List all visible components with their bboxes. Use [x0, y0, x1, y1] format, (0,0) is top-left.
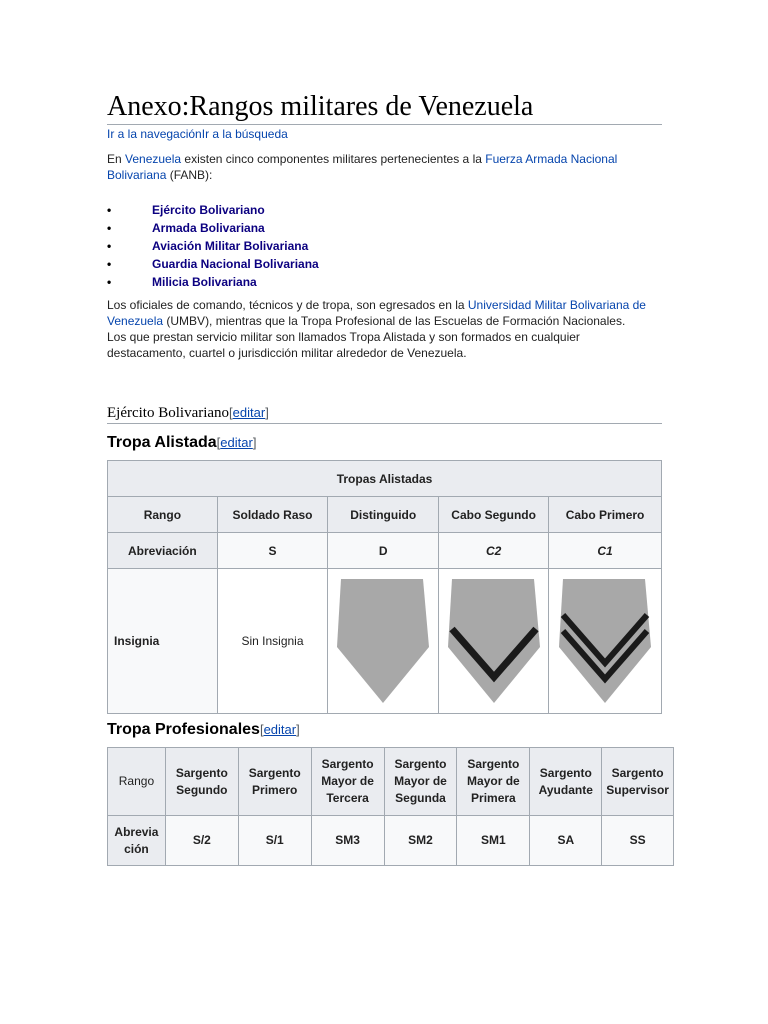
insignia-distinguido-cell: [328, 569, 439, 714]
force-link-armada[interactable]: Armada Bolivariana: [152, 221, 265, 235]
rank-cabo-segundo: Cabo Segundo: [439, 497, 549, 533]
intro-text-2: existen cinco componentes militares pertenecientes a la: [181, 152, 486, 166]
umbv-link[interactable]: Universidad Militar Bolivariana de Venezuela: [107, 298, 646, 328]
intro-text-1: En: [107, 152, 126, 166]
para2-text-2: (UMBV), mientras que la Tropa Profesional de las Escuelas de Formación Nacionales. Los que prestan servicio militar son llamados Tropa Alistada y son formados en cualquier destacamento, cuartel o jurisdicción militar alrededor de Venezuela.: [107, 314, 626, 360]
no-insignia-cell: Sin Insignia: [217, 569, 328, 714]
heading-tropa-alistada-text: Tropa Alistada: [107, 434, 217, 451]
rank-cell: Sargento Ayudante: [530, 748, 602, 816]
rank-cell: Sargento Mayor de Primera: [457, 748, 530, 816]
heading-tropa-alistada: [107, 433, 256, 453]
abbr-header: Abreviación: [108, 533, 218, 569]
force-link-ejercito[interactable]: Ejército Bolivariano: [152, 203, 265, 217]
rank-distinguido: Distinguido: [328, 497, 439, 533]
force-item-guardia[interactable]: [107, 255, 319, 273]
force-item-milicia[interactable]: [107, 273, 319, 291]
jump-to-navigation-link[interactable]: Ir a la navegación: [107, 127, 202, 141]
abbr-cell: SM1: [457, 816, 530, 866]
intro-paragraph: [107, 151, 647, 183]
rank-header: Rango: [108, 497, 218, 533]
abbr-cell: SM3: [311, 816, 384, 866]
rank-soldado-raso: Soldado Raso: [217, 497, 328, 533]
heading-tropa-profesionales-text: Tropa Profesionales: [107, 721, 260, 738]
force-item-ejercito[interactable]: [107, 201, 319, 219]
jump-links: [107, 127, 288, 141]
insignia-cabo-segundo-cell: [439, 569, 549, 714]
force-link-guardia[interactable]: Guardia Nacional Bolivariana: [152, 257, 319, 271]
force-link-milicia[interactable]: Milicia Bolivariana: [152, 275, 257, 289]
abbr-cell: S: [217, 533, 328, 569]
venezuela-link[interactable]: Venezuela: [125, 152, 182, 166]
edit-bracket-open: [: [216, 435, 221, 450]
edit-bracket-close: ]: [265, 405, 269, 420]
academy-paragraph: [107, 297, 647, 361]
rank-cell: Sargento Mayor de Segunda: [384, 748, 457, 816]
page-title: Anexo:Rangos militares de Venezuela: [107, 90, 662, 125]
edit-bracket-close: ]: [252, 435, 257, 450]
fanb-link[interactable]: Fuerza Armada Nacional Bolivariana: [107, 152, 618, 182]
abbr-header: Abreviación: [108, 816, 166, 866]
edit-bracket-open: [: [229, 405, 233, 420]
abbr-cell: C2: [439, 533, 549, 569]
abbr-cell: SS: [602, 816, 674, 866]
insignia-cabo-primero-cell: [549, 569, 662, 714]
tropa-profesionales-table: [107, 747, 674, 866]
edit-link-tropa-profesionales[interactable]: editar: [263, 722, 297, 737]
force-link-aviacion[interactable]: Aviación Militar Bolivariana: [152, 239, 309, 253]
abbr-cell: D: [328, 533, 439, 569]
intro-text-3: (FANB):: [166, 168, 213, 182]
edit-link-ejercito[interactable]: editar: [232, 405, 266, 420]
force-item-armada[interactable]: [107, 219, 319, 237]
section-heading-text: Ejército Bolivariano: [107, 405, 230, 421]
insignia-cabo-segundo-icon: [446, 577, 542, 705]
rank-header: Rango: [108, 748, 166, 816]
rank-cell: Sargento Segundo: [165, 748, 238, 816]
edit-bracket-close: ]: [296, 722, 300, 737]
para2-text-1: Los oficiales de comando, técnicos y de tropa, son egresados en la: [107, 298, 468, 312]
abbr-cell: S/1: [238, 816, 311, 866]
insignia-header: Insignia: [108, 569, 218, 714]
edit-bracket-open: [: [259, 722, 264, 737]
tropa-alistada-table: [107, 460, 662, 714]
force-item-aviacion[interactable]: [107, 237, 319, 255]
rank-cell: Sargento Supervisor: [602, 748, 674, 816]
insignia-cabo-primero-icon: [557, 577, 653, 705]
edit-link-tropa-alistada[interactable]: editar: [220, 435, 253, 450]
forces-list: [107, 201, 319, 291]
abbr-cell: SA: [530, 816, 602, 866]
abbr-cell: S/2: [165, 816, 238, 866]
section-heading-ejercito: [107, 403, 662, 424]
rank-cell: Sargento Mayor de Tercera: [311, 748, 384, 816]
table-caption: Tropas Alistadas: [108, 461, 662, 497]
rank-cabo-primero: Cabo Primero: [549, 497, 662, 533]
insignia-distinguido-icon: [335, 577, 431, 705]
abbr-cell: C1: [549, 533, 662, 569]
rank-cell: Sargento Primero: [238, 748, 311, 816]
abbr-cell: SM2: [384, 816, 457, 866]
jump-to-search-link[interactable]: Ir a la búsqueda: [201, 127, 288, 141]
heading-tropa-profesionales: [107, 720, 300, 740]
